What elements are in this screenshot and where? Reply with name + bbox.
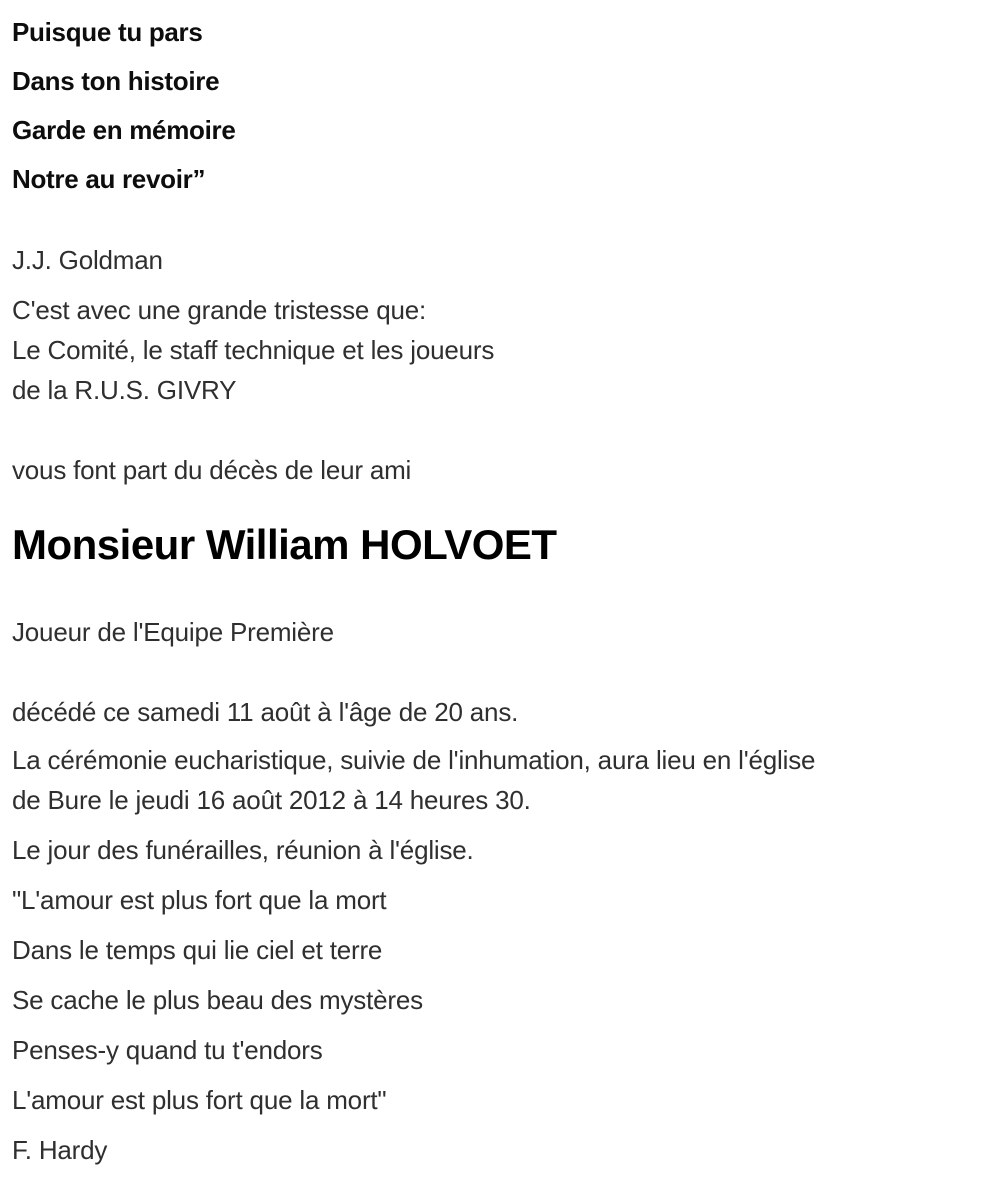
opening-quote-stanza: [12, 8, 980, 204]
closing-quote-stanza: [12, 880, 980, 1120]
death-date-line: décédé ce samedi 11 août à l'âge de 20 ans.: [12, 697, 519, 727]
intro-line-2: Le Comité, le staff technique et les joueurs: [12, 335, 495, 365]
closing-quote-line-4: Penses-y quand tu t'endors: [12, 1035, 323, 1065]
closing-quote-line-2: Dans le temps qui lie ciel et terre: [12, 935, 383, 965]
funeral-day-line: Le jour des funérailles, réunion à l'église.: [12, 835, 474, 865]
death-announcement-line: vous font part du décès de leur ami: [12, 455, 412, 485]
closing-quote-line-1: "L'amour est plus fort que la mort: [12, 885, 387, 915]
opening-quote-line-2: Dans ton histoire: [12, 66, 220, 96]
announcement-intro-paragraph: [12, 290, 980, 410]
ceremony-paragraph: [12, 740, 980, 820]
intro-line-3: de la R.U.S. GIVRY: [12, 375, 237, 405]
opening-quote-author: J.J. Goldman: [12, 245, 163, 275]
ceremony-line-2: de Bure le jeudi 16 août 2012 à 14 heures 30.: [12, 785, 531, 815]
closing-quote-line-3: Se cache le plus beau des mystères: [12, 985, 423, 1015]
deceased-role-line: Joueur de l'Equipe Première: [12, 617, 334, 647]
closing-quote-author: F. Hardy: [12, 1135, 108, 1165]
closing-quote-line-5: L'amour est plus fort que la mort": [12, 1085, 387, 1115]
opening-quote-line-1: Puisque tu pars: [12, 17, 203, 47]
ceremony-line-1: La cérémonie eucharistique, suivie de l'inhumation, aura lieu en l'église: [12, 745, 816, 775]
deceased-name-heading: Monsieur William HOLVOET: [12, 521, 557, 568]
intro-line-1: C'est avec une grande tristesse que:: [12, 295, 427, 325]
opening-quote-line-3: Garde en mémoire: [12, 115, 236, 145]
opening-quote-line-4: Notre au revoir”: [12, 164, 206, 194]
